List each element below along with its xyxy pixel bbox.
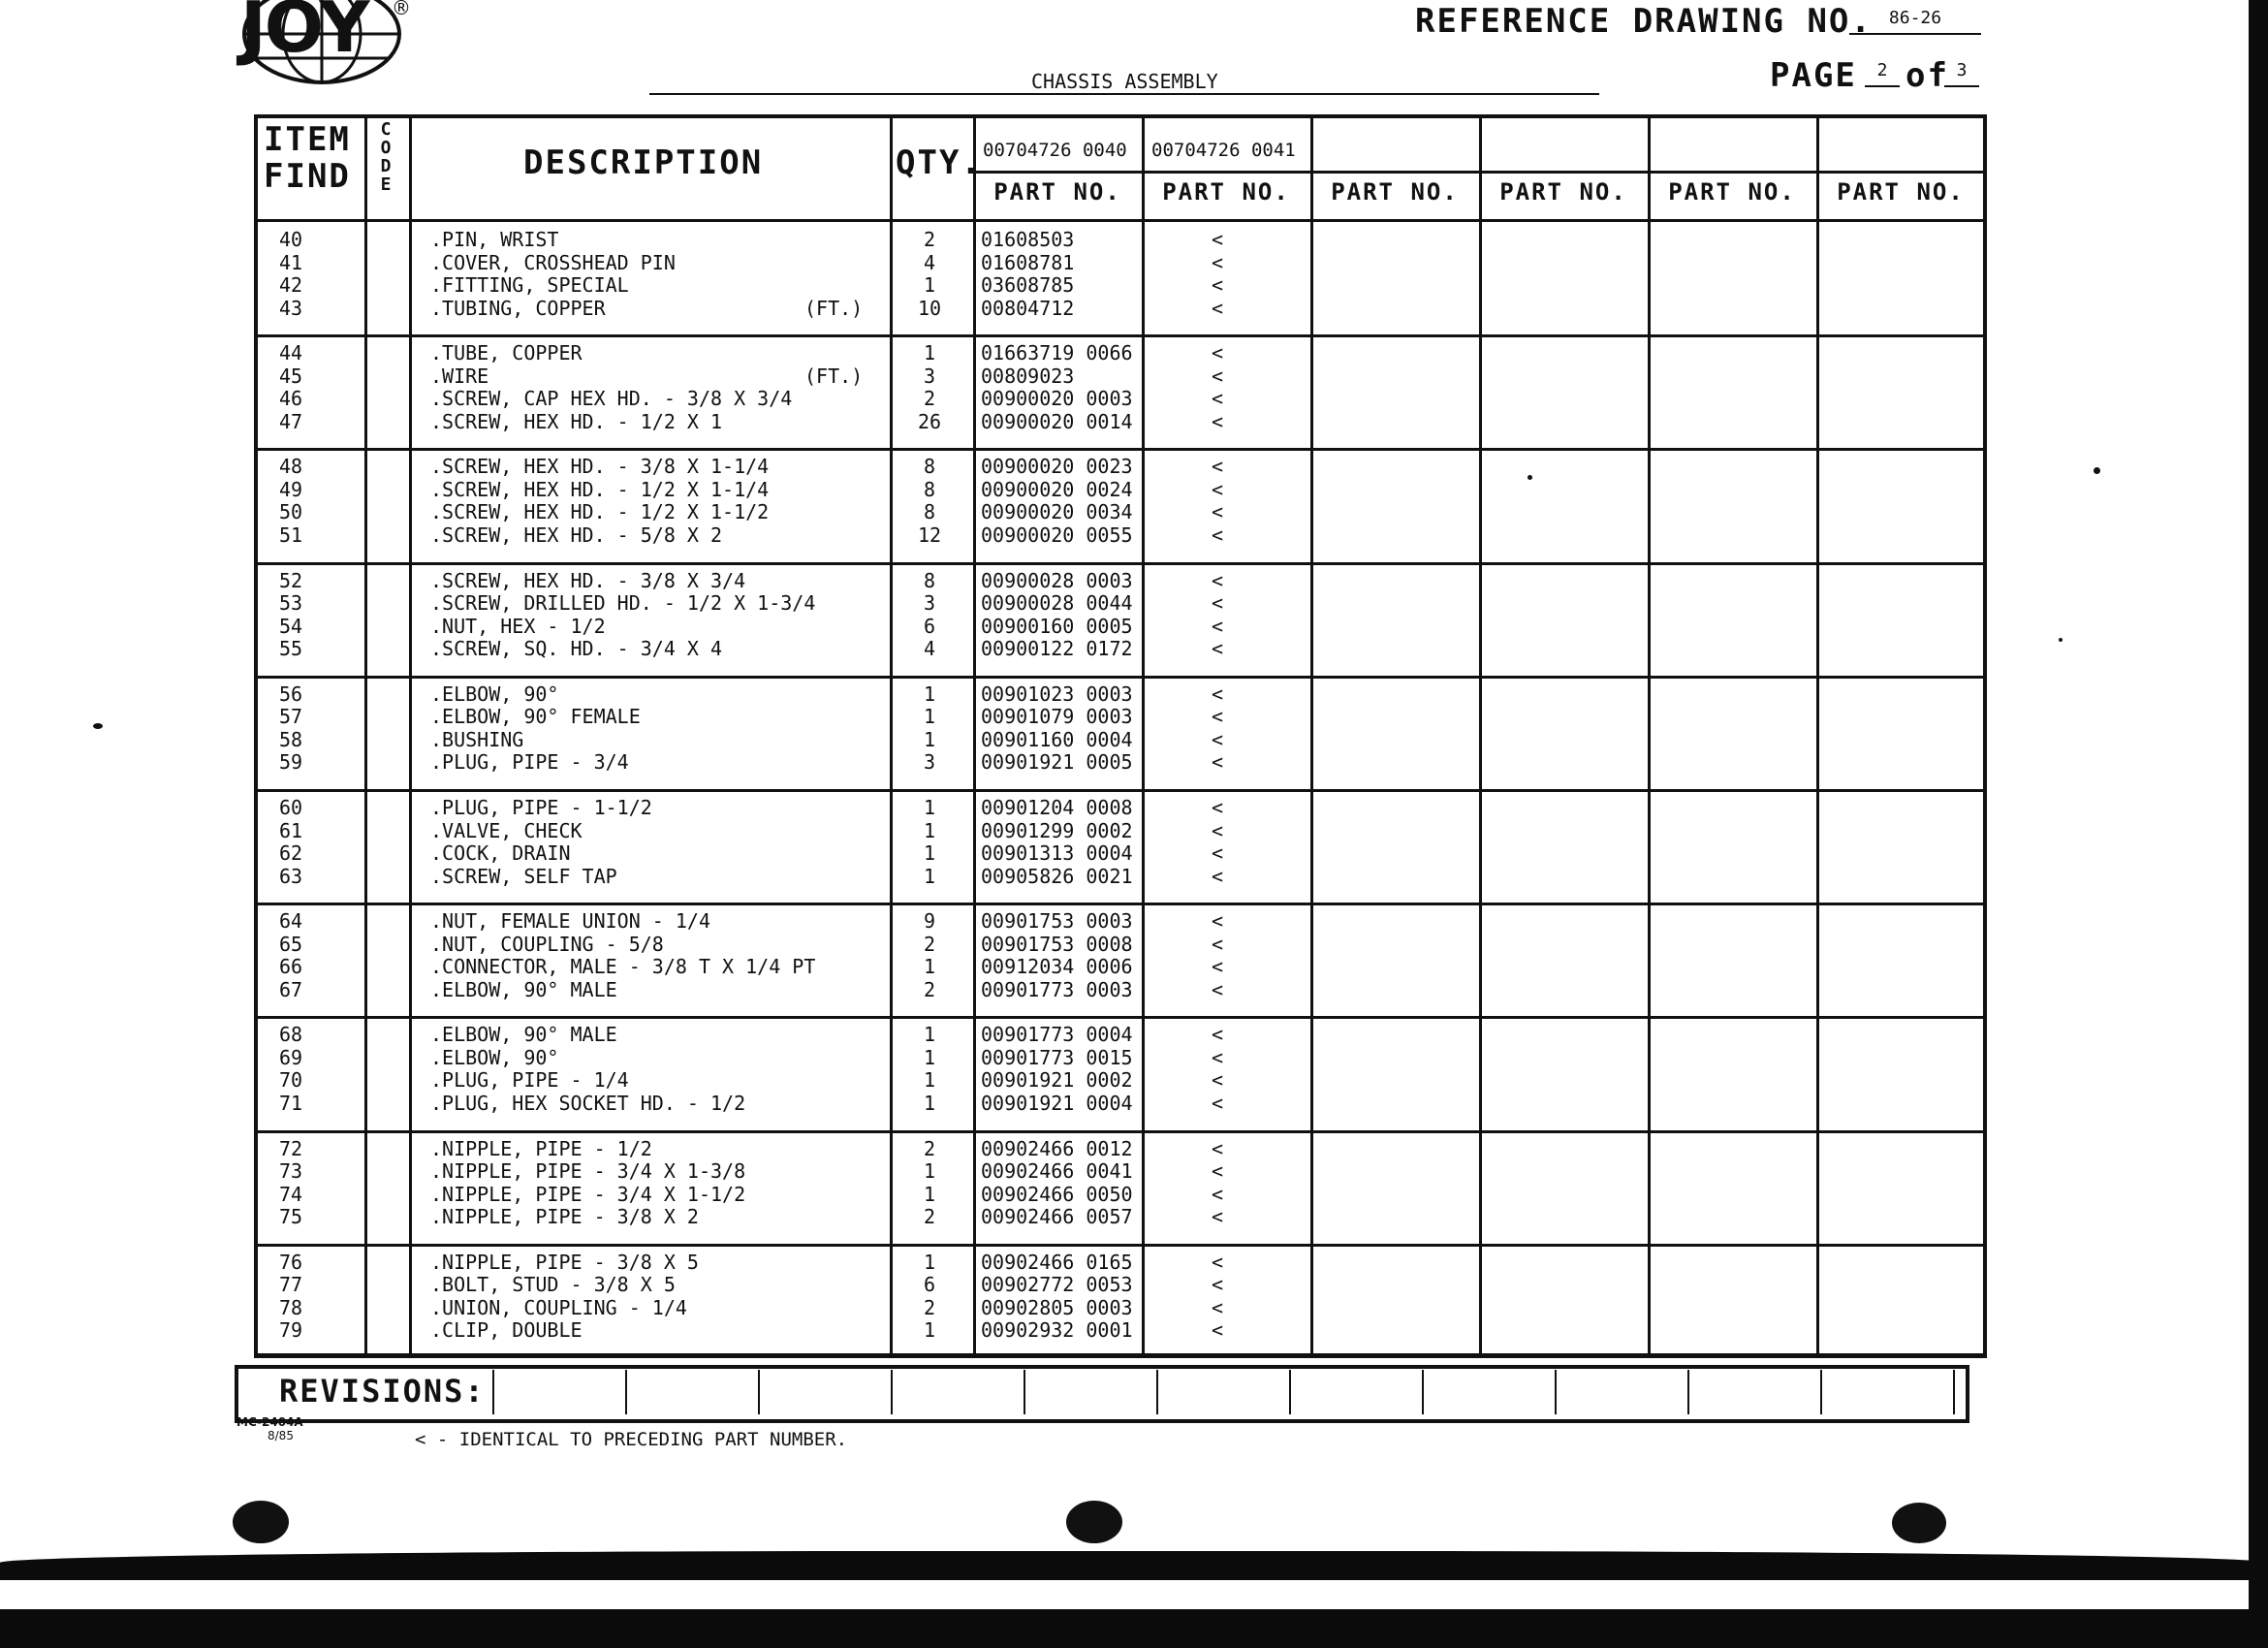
description: .SCREW, HEX HD. - 1/2 X 1: [430, 409, 723, 433]
description: .NIPPLE, PIPE - 1/2: [430, 1136, 652, 1160]
description: .SCREW, HEX HD. - 1/2 X 1-1/2: [430, 500, 770, 524]
identical-mark: <: [1212, 1159, 1224, 1184]
part-no: 00901204 0008: [981, 796, 1133, 819]
description: .NIPPLE, PIPE - 3/4 X 1-1/2: [430, 1182, 746, 1206]
identical-mark: <: [1212, 955, 1224, 979]
qty: 1: [923, 796, 936, 819]
identical-mark: <: [1212, 681, 1224, 706]
qty: 1: [923, 681, 936, 706]
description: .NUT, HEX - 1/2: [430, 614, 606, 638]
description: .VALVE, CHECK: [430, 818, 583, 842]
identical-mark: <: [1212, 455, 1224, 479]
part-no: 00900020 0023: [981, 455, 1133, 479]
item-find: 47: [279, 409, 303, 433]
part-no: 00900020 0034: [981, 500, 1133, 524]
group-rule: [254, 562, 1987, 565]
identical-mark: <: [1212, 705, 1224, 729]
col-code-letter: C: [380, 119, 392, 140]
description: .BUSHING: [430, 727, 524, 751]
col-rule-4: [973, 114, 976, 1357]
identical-mark: <: [1212, 409, 1224, 433]
part-no: 00902466 0165: [981, 1250, 1133, 1274]
description: .PLUG, PIPE - 3/4: [430, 750, 629, 775]
qty: 1: [923, 1159, 936, 1184]
description: .ELBOW, 90°: [430, 681, 559, 706]
item-find: 78: [279, 1295, 303, 1319]
col-description: DESCRIPTION: [523, 143, 764, 182]
description: .COCK, DRAIN: [430, 841, 571, 865]
col-code-letter: D: [380, 156, 392, 176]
identical-mark: <: [1212, 1205, 1224, 1229]
form-date: 8/85: [268, 1429, 294, 1442]
qty: 2: [923, 977, 936, 1001]
qty: 1: [923, 1023, 936, 1047]
ref-drawing-label: REFERENCE DRAWING NO.: [1415, 2, 1873, 41]
revision-cell: [1156, 1370, 1158, 1414]
description-note: (FT.): [804, 364, 864, 388]
description: .ELBOW, 90° FEMALE: [430, 705, 641, 729]
part-no: 01663719 0066: [981, 341, 1133, 365]
item-find: 72: [279, 1136, 303, 1160]
qty: 1: [923, 341, 936, 365]
part-no: 00901023 0003: [981, 681, 1133, 706]
qty: 1: [923, 1045, 936, 1069]
identical-mark: <: [1212, 387, 1224, 411]
item-find: 58: [279, 727, 303, 751]
logo-text: JOY: [240, 0, 368, 68]
part-no: 00902466 0041: [981, 1159, 1133, 1184]
col-qty: QTY.: [896, 143, 983, 182]
col-rule-8: [1648, 114, 1651, 1357]
col-rule-2: [409, 114, 412, 1357]
description: .COVER, CROSSHEAD PIN: [430, 250, 676, 274]
page-total: 3: [1944, 60, 1979, 87]
binder-hole-left: [233, 1501, 289, 1543]
item-find: 73: [279, 1159, 303, 1184]
item-find: 56: [279, 681, 303, 706]
identical-mark: <: [1212, 750, 1224, 775]
scan-edge-band-1: [0, 1551, 2268, 1580]
item-find: 69: [279, 1045, 303, 1069]
item-find: 74: [279, 1182, 303, 1206]
description: .ELBOW, 90° MALE: [430, 1023, 617, 1047]
binder-hole-center: [1066, 1501, 1122, 1543]
part-no: 00809023: [981, 364, 1075, 388]
part-no: 00901313 0004: [981, 841, 1133, 865]
col-part-no-4: PART NO.: [1499, 178, 1627, 206]
part-no: 00902932 0001: [981, 1318, 1133, 1343]
qty: 2: [923, 1136, 936, 1160]
part-no: 00900160 0005: [981, 614, 1133, 638]
table-bottom-rule: [254, 1355, 1987, 1358]
item-find: 46: [279, 387, 303, 411]
group-rule: [254, 1244, 1987, 1247]
speck-2: [1528, 475, 1532, 480]
qty: 1: [923, 1091, 936, 1115]
description: .SCREW, HEX HD. - 3/8 X 1-1/4: [430, 455, 770, 479]
part-no: 00901773 0015: [981, 1045, 1133, 1069]
identical-mark: <: [1212, 1250, 1224, 1274]
description: .NUT, FEMALE UNION - 1/4: [430, 909, 710, 934]
part-no: 01608503: [981, 228, 1075, 251]
qty: 26: [917, 409, 942, 433]
scan-edge-band-2: [0, 1609, 2268, 1648]
col-rule-5: [1142, 114, 1145, 1357]
description: .WIRE: [430, 364, 489, 388]
qty: 1: [923, 273, 936, 297]
qty: 10: [917, 296, 942, 320]
item-find: 43: [279, 296, 303, 320]
qty: 1: [923, 818, 936, 842]
description: .NIPPLE, PIPE - 3/8 X 5: [430, 1250, 699, 1274]
part-no: 00901753 0008: [981, 932, 1133, 956]
item-find: 55: [279, 637, 303, 661]
identical-mark: <: [1212, 341, 1224, 365]
qty: 1: [923, 1182, 936, 1206]
qty: 8: [923, 500, 936, 524]
qty: 12: [917, 523, 942, 547]
identical-mark: <: [1212, 932, 1224, 956]
part-no: 00902772 0053: [981, 1273, 1133, 1297]
part-no: 00905826 0021: [981, 864, 1133, 888]
identical-mark: <: [1212, 1091, 1224, 1115]
col-code-letter: E: [380, 174, 392, 195]
item-find: 53: [279, 591, 303, 616]
page-title: CHASSIS ASSEMBLY: [1031, 70, 1218, 93]
identical-mark: <: [1212, 477, 1224, 501]
title-rule: [649, 93, 1599, 95]
identical-mark: <: [1212, 591, 1224, 616]
speck-4: [2059, 638, 2063, 642]
item-find: 60: [279, 796, 303, 819]
item-find: 70: [279, 1068, 303, 1093]
description: .SCREW, DRILLED HD. - 1/2 X 1-3/4: [430, 591, 816, 616]
qty: 9: [923, 909, 936, 934]
identical-mark: <: [1212, 1318, 1224, 1343]
col-item-find-1: ITEM: [264, 120, 351, 159]
qty: 6: [923, 1273, 936, 1297]
item-find: 75: [279, 1205, 303, 1229]
revision-cell: [1953, 1370, 1955, 1414]
group-rule: [254, 448, 1987, 451]
registered-mark: ®: [392, 0, 411, 19]
page-no: 2: [1865, 60, 1900, 87]
qty: 2: [923, 1295, 936, 1319]
group-rule: [254, 903, 1987, 905]
description: .TUBING, COPPER: [430, 296, 606, 320]
qty: 8: [923, 477, 936, 501]
description: .ELBOW, 90°: [430, 1045, 559, 1069]
qty: 2: [923, 1205, 936, 1229]
item-find: 44: [279, 341, 303, 365]
qty: 1: [923, 1250, 936, 1274]
revision-cell: [492, 1370, 494, 1414]
item-find: 65: [279, 932, 303, 956]
item-find: 64: [279, 909, 303, 934]
qty: 3: [923, 364, 936, 388]
item-find: 62: [279, 841, 303, 865]
item-find: 71: [279, 1091, 303, 1115]
item-find: 57: [279, 705, 303, 729]
item-find: 41: [279, 250, 303, 274]
identical-mark: <: [1212, 841, 1224, 865]
description: .FITTING, SPECIAL: [430, 273, 629, 297]
item-find: 76: [279, 1250, 303, 1274]
item-find: 68: [279, 1023, 303, 1047]
identical-mark: <: [1212, 977, 1224, 1001]
col-code: [374, 120, 397, 194]
description: .NUT, COUPLING - 5/8: [430, 932, 664, 956]
qty: 1: [923, 955, 936, 979]
description: .CONNECTOR, MALE - 3/8 T X 1/4 PT: [430, 955, 816, 979]
revision-cell: [758, 1370, 760, 1414]
col-item-find-2: FIND: [264, 157, 351, 196]
item-find: 49: [279, 477, 303, 501]
page-of: of: [1906, 56, 1949, 95]
group-rule: [254, 789, 1987, 792]
col-code-letter: O: [380, 138, 392, 158]
qty: 8: [923, 455, 936, 479]
qty: 2: [923, 387, 936, 411]
speck-1: [2094, 467, 2100, 474]
part-no: 00901299 0002: [981, 818, 1133, 842]
item-find: 67: [279, 977, 303, 1001]
description: .CLIP, DOUBLE: [430, 1318, 583, 1343]
qty: 8: [923, 568, 936, 592]
item-find: 48: [279, 455, 303, 479]
col-part-no-3: PART NO.: [1331, 178, 1459, 206]
revisions-box: [235, 1365, 1969, 1423]
identical-mark: <: [1212, 364, 1224, 388]
description: .PLUG, HEX SOCKET HD. - 1/2: [430, 1091, 746, 1115]
identical-mark: <: [1212, 1023, 1224, 1047]
part-no: 00900020 0014: [981, 409, 1133, 433]
col-rule-3: [890, 114, 893, 1357]
scan-edge-right: [2249, 0, 2268, 1648]
description: .PIN, WRIST: [430, 228, 559, 251]
qty: 4: [923, 637, 936, 661]
description: .PLUG, PIPE - 1-1/2: [430, 796, 652, 819]
form-code: MC-2404A: [236, 1415, 303, 1429]
binder-hole-right: [1892, 1503, 1946, 1543]
identical-mark: <: [1212, 500, 1224, 524]
part-no: 00901773 0004: [981, 1023, 1133, 1047]
identical-mark: <: [1212, 1136, 1224, 1160]
group-rule: [254, 1130, 1987, 1133]
part-no: 00901160 0004: [981, 727, 1133, 751]
description: .SCREW, SQ. HD. - 3/4 X 4: [430, 637, 723, 661]
identical-mark: <: [1212, 818, 1224, 842]
part-no: 00804712: [981, 296, 1075, 320]
col-rule-1: [364, 114, 367, 1357]
part-no: 00900020 0024: [981, 477, 1133, 501]
item-find: 61: [279, 818, 303, 842]
part-no: 00901921 0004: [981, 1091, 1133, 1115]
description: .UNION, COUPLING - 1/4: [430, 1295, 687, 1319]
description-note: (FT.): [804, 296, 864, 320]
page-label: PAGE: [1770, 56, 1857, 95]
col-rule-9: [1816, 114, 1819, 1357]
ref-drawing-no: 86-26: [1849, 8, 1981, 35]
identical-mark: <: [1212, 909, 1224, 934]
identical-mark: <: [1212, 1182, 1224, 1206]
description: .SCREW, CAP HEX HD. - 3/8 X 3/4: [430, 387, 793, 411]
item-find: 50: [279, 500, 303, 524]
item-find: 54: [279, 614, 303, 638]
part-no: 00900028 0003: [981, 568, 1133, 592]
group-rule: [254, 1016, 1987, 1019]
revision-cell: [1820, 1370, 1822, 1414]
part-no: 00902466 0057: [981, 1205, 1133, 1229]
part-no: 00900020 0055: [981, 523, 1133, 547]
part-no: 00900122 0172: [981, 637, 1133, 661]
item-find: 42: [279, 273, 303, 297]
identical-mark: <: [1212, 1068, 1224, 1093]
col-rule-7: [1479, 114, 1482, 1357]
description: .TUBE, COPPER: [430, 341, 583, 365]
header-rule-bottom: [254, 219, 1987, 222]
item-find: 45: [279, 364, 303, 388]
part-no: 00902466 0050: [981, 1182, 1133, 1206]
item-find: 79: [279, 1318, 303, 1343]
identical-mark: <: [1212, 523, 1224, 547]
part-no: 00901921 0005: [981, 750, 1133, 775]
col-part-no-6: PART NO.: [1837, 178, 1965, 206]
qty: 1: [923, 1318, 936, 1343]
part-no: 00900028 0044: [981, 591, 1133, 616]
item-find: 63: [279, 864, 303, 888]
col-rule-6: [1310, 114, 1313, 1357]
identical-mark: <: [1212, 568, 1224, 592]
description: .NIPPLE, PIPE - 3/4 X 1-3/8: [430, 1159, 746, 1184]
revision-cell: [1024, 1370, 1025, 1414]
item-find: 40: [279, 228, 303, 251]
description: .SCREW, HEX HD. - 1/2 X 1-1/4: [430, 477, 770, 501]
part-no: 00901753 0003: [981, 909, 1133, 934]
item-find: 51: [279, 523, 303, 547]
qty: 4: [923, 250, 936, 274]
identical-mark: <: [1212, 228, 1224, 251]
col-part-no-1: PART NO.: [993, 178, 1121, 206]
description: .PLUG, PIPE - 1/4: [430, 1068, 629, 1093]
qty: 1: [923, 1068, 936, 1093]
group-rule: [254, 334, 1987, 337]
identical-mark: <: [1212, 1045, 1224, 1069]
qty: 1: [923, 864, 936, 888]
identical-mark: <: [1212, 273, 1224, 297]
part-no: 00912034 0006: [981, 955, 1133, 979]
col-part-no-2: PART NO.: [1162, 178, 1290, 206]
description: .SCREW, HEX HD. - 5/8 X 2: [430, 523, 723, 547]
part-no: 03608785: [981, 273, 1075, 297]
revision-cell: [625, 1370, 627, 1414]
part-no: 01608781: [981, 250, 1075, 274]
description: .NIPPLE, PIPE - 3/8 X 2: [430, 1205, 699, 1229]
qty: 1: [923, 727, 936, 751]
part-no: 00902466 0012: [981, 1136, 1133, 1160]
revisions-label: REVISIONS:: [279, 1373, 486, 1410]
part-no: 00901079 0003: [981, 705, 1133, 729]
revision-cell: [1687, 1370, 1689, 1414]
identical-mark: <: [1212, 637, 1224, 661]
identical-mark: <: [1212, 1273, 1224, 1297]
identical-mark: <: [1212, 1295, 1224, 1319]
revision-cell: [891, 1370, 893, 1414]
item-find: 52: [279, 568, 303, 592]
footnote: < - IDENTICAL TO PRECEDING PART NUMBER.: [415, 1429, 848, 1450]
description: .ELBOW, 90° MALE: [430, 977, 617, 1001]
qty: 2: [923, 228, 936, 251]
group-rule: [254, 676, 1987, 679]
description: .SCREW, HEX HD. - 3/8 X 3/4: [430, 568, 746, 592]
identical-mark: <: [1212, 727, 1224, 751]
qty: 3: [923, 591, 936, 616]
identical-mark: <: [1212, 864, 1224, 888]
description: .SCREW, SELF TAP: [430, 864, 617, 888]
identical-mark: <: [1212, 614, 1224, 638]
qty: 6: [923, 614, 936, 638]
col-model-2: 00704726 0041: [1151, 140, 1296, 161]
revision-cell: [1422, 1370, 1424, 1414]
revision-cell: [1555, 1370, 1557, 1414]
qty: 1: [923, 841, 936, 865]
identical-mark: <: [1212, 296, 1224, 320]
item-find: 59: [279, 750, 303, 775]
revision-cell: [1289, 1370, 1291, 1414]
qty: 3: [923, 750, 936, 775]
part-no: 00902805 0003: [981, 1295, 1133, 1319]
col-part-no-5: PART NO.: [1668, 178, 1796, 206]
speck-3: [93, 723, 103, 729]
part-no: 00901921 0002: [981, 1068, 1133, 1093]
qty: 2: [923, 932, 936, 956]
identical-mark: <: [1212, 250, 1224, 274]
item-find: 66: [279, 955, 303, 979]
part-no: 00900020 0003: [981, 387, 1133, 411]
part-no: 00901773 0003: [981, 977, 1133, 1001]
qty: 1: [923, 705, 936, 729]
item-find: 77: [279, 1273, 303, 1297]
identical-mark: <: [1212, 796, 1224, 819]
description: .BOLT, STUD - 3/8 X 5: [430, 1273, 676, 1297]
col-model-1: 00704726 0040: [983, 140, 1127, 161]
